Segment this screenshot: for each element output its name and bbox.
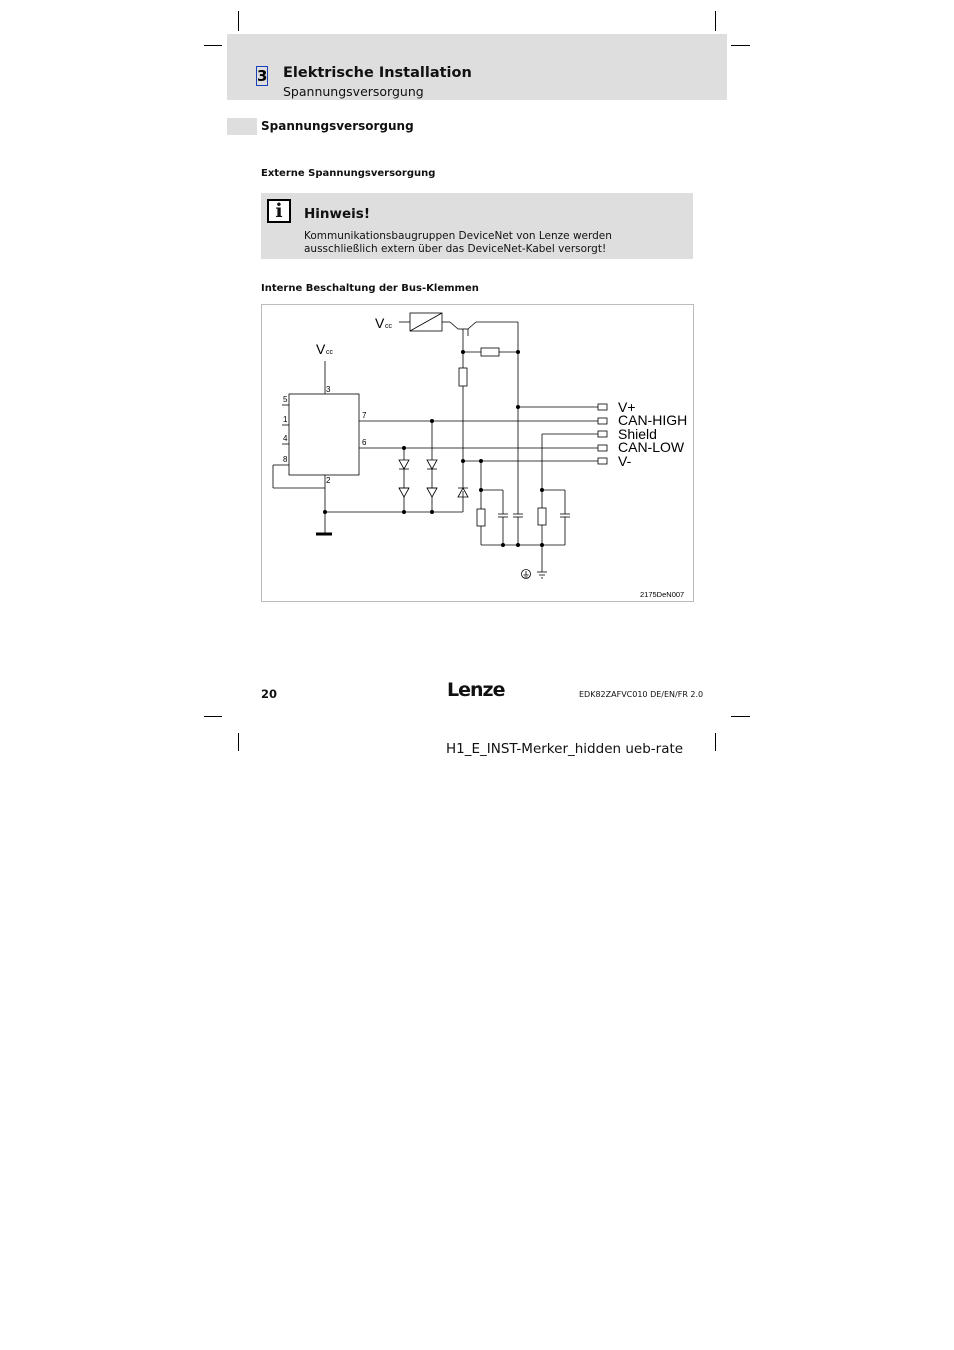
section-marker [227,118,257,135]
crop-mark [715,733,716,751]
pin-label: 8 [283,455,288,464]
terminal-can-high [598,418,607,424]
info-icon: i [267,199,291,223]
transceiver-ic [289,394,359,475]
hidden-marker-text: H1_E_INST-Merker_hidden ueb-rate [446,741,684,757]
crop-mark [715,11,716,31]
crop-mark [238,11,239,31]
pin-label: 7 [362,411,367,420]
terminal-label: CAN-HIGH [618,412,688,428]
terminal-label: V- [618,453,632,469]
terminal-label: Shield [618,426,657,442]
note-text: Kommunikationsbaugruppen DeviceNet von Lenze werden ausschließlich extern über das DeviceNet-Kabel versorgt! [304,230,612,255]
chapter-subtitle: Spannungsversorgung [283,84,424,99]
terminal-can-low [598,445,607,451]
external-supply-heading: Externe Spannungsversorgung [261,168,436,179]
vcc-left-sub: cc [326,349,333,356]
terminal-v-minus [598,458,607,464]
pin-label: 2 [326,476,331,485]
pin-label: 3 [326,385,331,394]
vcc-top-label: V [375,315,385,331]
pin-label: 6 [362,438,367,447]
section-title: Spannungsversorgung [261,119,414,133]
chapter-title: Elektrische Installation [283,65,472,81]
vcc-left-label: V [316,341,326,357]
internal-wiring-heading: Interne Beschaltung der Bus-Klemmen [261,283,479,294]
pin-label: 1 [283,415,288,424]
crop-mark [204,716,222,717]
terminal-shield [598,431,607,437]
vcc-top-sub: cc [385,323,392,330]
terminal-v-plus [598,404,607,410]
pin-label: 4 [283,434,288,443]
page-number: 20 [261,687,278,701]
circuit-schematic [262,305,693,601]
terminal-label: V+ [618,399,636,415]
chapter-number: 3 [257,67,268,85]
note-title: Hinweis! [304,206,370,222]
crop-mark [731,45,750,46]
lenze-logo: Lenze [447,679,505,701]
crop-mark [238,733,239,751]
circuit-diagram [261,304,694,602]
document-code: EDK82ZAFVC010 DE/EN/FR 2.0 [579,690,704,699]
pin-label: 5 [283,395,288,404]
terminal-label: CAN-LOW [618,439,685,455]
figure-id: 2175DeN007 [640,590,685,599]
crop-mark [204,45,222,46]
crop-mark [731,716,750,717]
